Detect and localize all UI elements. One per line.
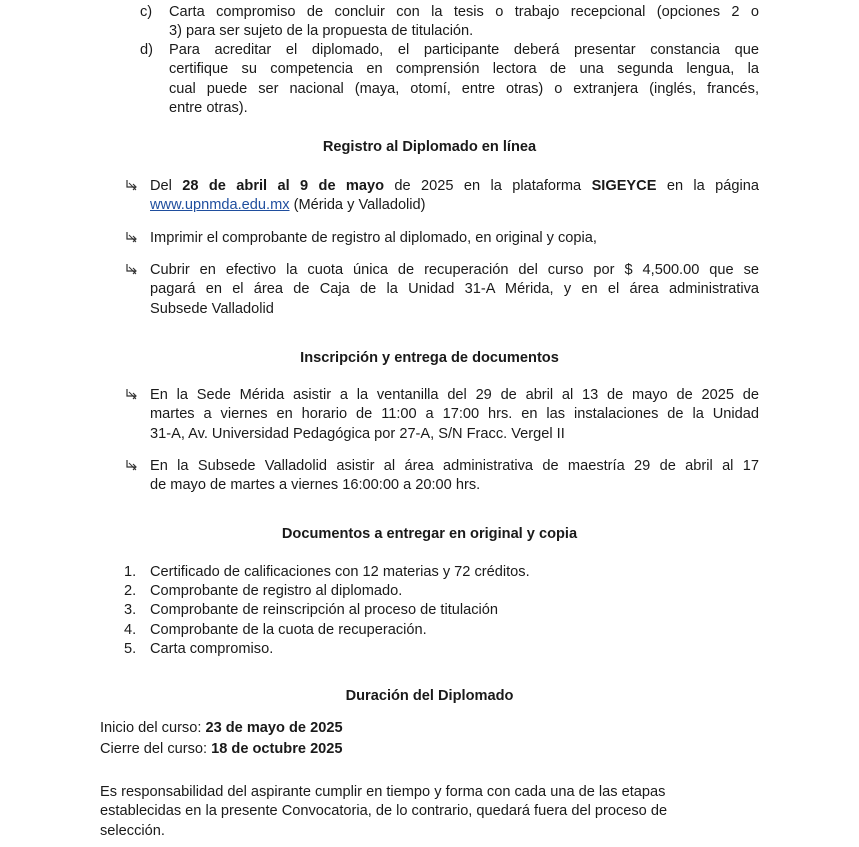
list-number: 2. bbox=[124, 583, 137, 599]
list-text: Carta compromiso. bbox=[150, 641, 274, 657]
list-text-line: entre otras). bbox=[169, 100, 248, 117]
text-line: Es responsabilidad del aspirante cumplir en tiempo y forma con cada una de las etapas bbox=[100, 784, 666, 800]
list-number: 3. bbox=[124, 602, 137, 618]
registro-text-mid: de 2025 en la plataforma bbox=[384, 178, 592, 194]
list-text-line: Para acreditar el diplomado, el participante deberá presentar constancia que bbox=[169, 42, 759, 58]
list-text: Comprobante de reinscripción al proceso de titulación bbox=[150, 602, 499, 618]
inscripcion-item-1 bbox=[150, 386, 759, 444]
text-line: establecidas en la presente Convocatoria, de lo contrario, quedará fuera del proceso de bbox=[100, 803, 668, 820]
registro-text-pre: Del bbox=[150, 178, 183, 194]
section-heading-registro: Registro al Diplomado en línea bbox=[322, 139, 537, 155]
list-text-line: 3) para ser sujeto de la propuesta de titulación. bbox=[169, 23, 474, 40]
text-line: Subsede Valladolid bbox=[150, 300, 274, 317]
text-line: En la Subsede Valladolid asistir al área administrativa de maestría 29 de abril al 17 bbox=[150, 458, 759, 474]
list-number: 1. bbox=[124, 564, 137, 580]
list-text: Comprobante de registro al diplomado. bbox=[150, 583, 403, 599]
end-label: Cierre del curso: bbox=[100, 741, 212, 757]
text-line: pagará en el área de Caja de la Unidad 31-A Mérida, y en el área administrativa bbox=[150, 281, 759, 298]
course-end bbox=[100, 740, 343, 759]
text-line: selección. bbox=[100, 822, 165, 839]
section-heading-inscripcion: Inscripción y entrega de documentos bbox=[300, 350, 559, 366]
text-line: Cubrir en efectivo la cuota única de recuperación del curso por $ 4,500.00 que se bbox=[150, 262, 759, 278]
arrow-bullet-icon bbox=[124, 178, 140, 194]
list-text: Comprobante de la cuota de recuperación. bbox=[150, 622, 427, 638]
section-heading-duracion: Duración del Diplomado bbox=[345, 688, 514, 704]
list-marker: c) bbox=[140, 4, 153, 20]
website-link[interactable]: www.upnmda.edu.mx bbox=[150, 197, 290, 214]
arrow-bullet-icon bbox=[124, 262, 140, 278]
list-text-line: Carta compromiso de concluir con la tesis o trabajo recepcional (opciones 2 o bbox=[169, 4, 759, 20]
text-line: martes a viernes en horario de 11:00 a 17:00 hrs. en las instalaciones de la Unidad bbox=[150, 406, 759, 423]
arrow-bullet-icon bbox=[124, 458, 140, 474]
arrow-bullet-icon bbox=[124, 387, 140, 403]
registro-item-2: Imprimir el comprobante de registro al diplomado, en original y copia, bbox=[150, 230, 597, 246]
text-line: 31-A, Av. Universidad Pedagógica por 27-A, S/N Fracc. Vergel II bbox=[150, 425, 565, 442]
list-text-line: cual puede ser nacional (maya, otomí, entre otras) o extranjera (inglés, francés, bbox=[169, 80, 759, 97]
registro-item-3 bbox=[150, 261, 759, 319]
text-line: de mayo de martes a viernes 16:00:00 a 20:00 hrs. bbox=[150, 477, 481, 494]
inscripcion-item-2 bbox=[150, 457, 759, 496]
course-start bbox=[100, 719, 343, 738]
list-item-c bbox=[0, 3, 859, 43]
platform-name: SIGEYCE bbox=[591, 178, 657, 194]
registro-dates: 28 de abril al 9 de mayo bbox=[182, 178, 385, 194]
registro-url-suffix: (Mérida y Valladolid) bbox=[289, 197, 426, 214]
list-number: 5. bbox=[124, 641, 137, 657]
list-item-d bbox=[0, 41, 859, 121]
closing-paragraph bbox=[100, 783, 759, 841]
registro-text-post: en la página bbox=[656, 178, 759, 194]
start-date: 23 de mayo de 2025 bbox=[205, 720, 343, 736]
registro-item-1 bbox=[150, 177, 759, 216]
list-number: 4. bbox=[124, 622, 137, 638]
list-text-line: certifique su competencia en comprensión lectora de una segunda lengua, la bbox=[169, 61, 759, 78]
list-text: Certificado de calificaciones con 12 materias y 72 créditos. bbox=[150, 564, 530, 580]
section-heading-documentos: Documentos a entregar en original y copia bbox=[281, 526, 578, 542]
end-date: 18 de octubre 2025 bbox=[211, 741, 343, 757]
start-label: Inicio del curso: bbox=[100, 720, 206, 736]
arrow-bullet-icon bbox=[124, 230, 140, 246]
list-marker: d) bbox=[140, 42, 153, 58]
text-line: En la Sede Mérida asistir a la ventanilla del 29 de abril al 13 de mayo de 2025 de bbox=[150, 387, 759, 403]
